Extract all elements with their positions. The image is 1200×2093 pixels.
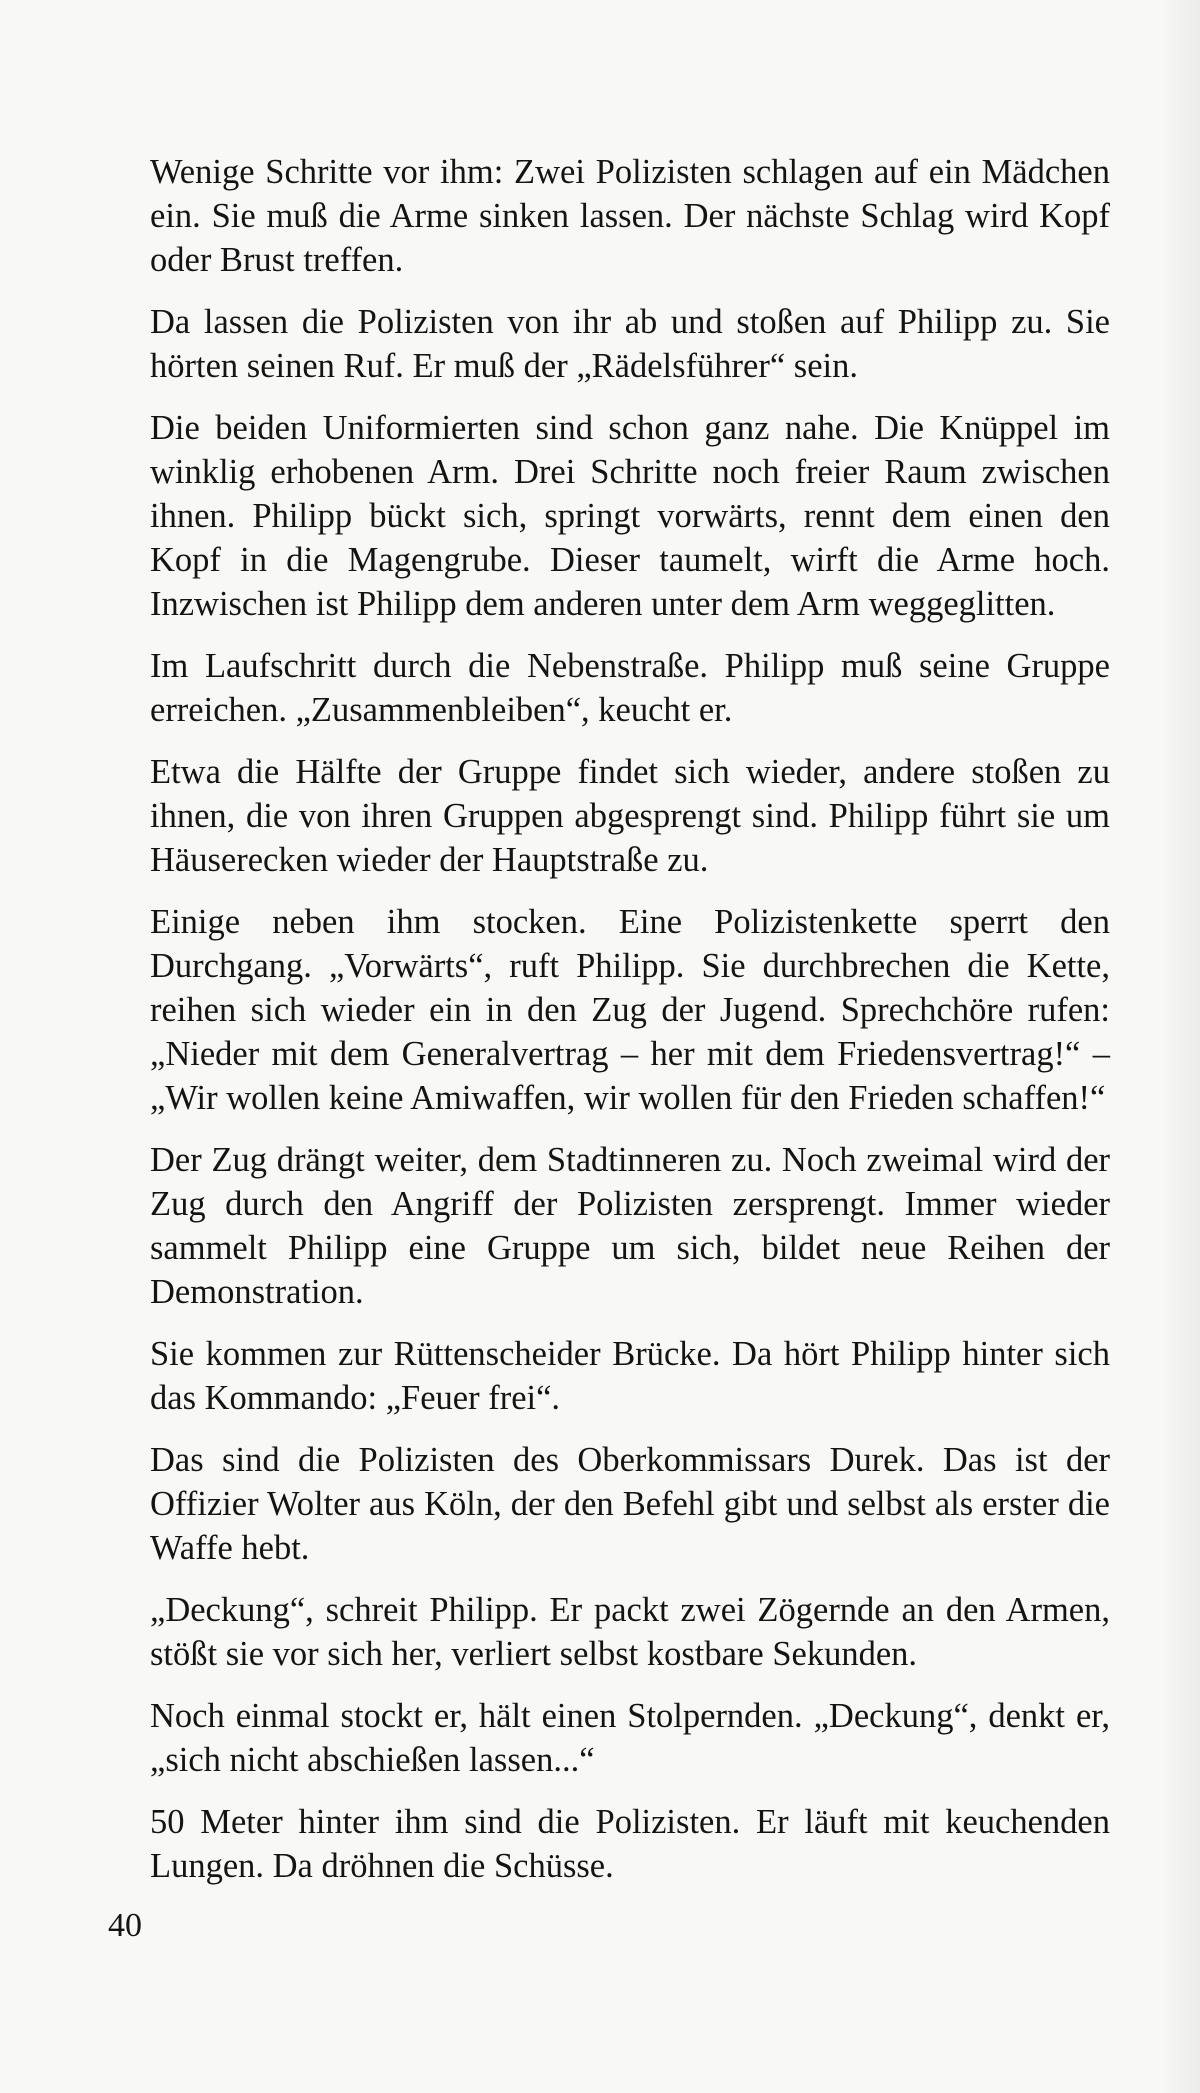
paragraph-6: Einige neben ihm stocken. Eine Polizistenkette sperrt den Durchgang. „Vorwärts“, ruft Philipp. Sie durchbrechen die Kette, reihen sich wieder ein in den Zug der Jugend. Sprechchöre rufen: „Nieder mit dem Generalvertrag – her mit dem Friedensvertrag!“ – „Wir wollen keine Amiwaffen, wir wollen für den Frieden schaffen!“ bbox=[150, 903, 1110, 1117]
paragraph-12: 50 Meter hinter ihm sind die Polizisten. Er läuft mit keuchenden Lungen. Da dröhnen die Schüsse. bbox=[150, 1803, 1110, 1885]
page-number: 40 bbox=[108, 1907, 142, 1944]
paragraph-1: Wenige Schritte vor ihm: Zwei Polizisten schlagen auf ein Mädchen ein. Sie muß die Arme sinken lassen. Der nächste Schlag wird Kopf oder Brust treffen. bbox=[150, 153, 1110, 279]
paragraph-5: Etwa die Hälfte der Gruppe findet sich wieder, andere stoßen zu ihnen, die von ihren Gruppen abgesprengt sind. Philipp führt sie um Häuserecken wieder der Hauptstraße zu. bbox=[150, 753, 1110, 879]
paragraph-2: Da lassen die Polizisten von ihr ab und stoßen auf Philipp zu. Sie hörten seinen Ruf. Er muß der „Rädelsführer“ sein. bbox=[150, 303, 1110, 385]
paragraph-10: „Deckung“, schreit Philipp. Er packt zwei Zögernde an den Armen, stößt sie vor sich her, verliert selbst kostbare Sekunden. bbox=[150, 1591, 1110, 1673]
paragraph-8: Sie kommen zur Rüttenscheider Brücke. Da hört Philipp hinter sich das Kommando: „Feuer frei“. bbox=[150, 1335, 1110, 1417]
paragraph-3: Die beiden Uniformierten sind schon ganz nahe. Die Knüppel im winklig erhobenen Arm. Drei Schritte noch freier Raum zwischen ihnen. Philipp bückt sich, springt vorwärts, rennt dem einen den Kopf in die Magengrube. Dieser taumelt, wirft die Arme hoch. Inzwischen ist Philipp dem anderen unter dem Arm weggeglitten. bbox=[150, 409, 1110, 623]
paragraph-7: Der Zug drängt weiter, dem Stadtinneren zu. Noch zweimal wird der Zug durch den Angriff der Polizisten zersprengt. Immer wieder sammelt Philipp eine Gruppe um sich, bildet neue Reihen der Demonstration. bbox=[150, 1141, 1110, 1311]
paragraph-4: Im Laufschritt durch die Nebenstraße. Philipp muß seine Gruppe erreichen. „Zusammenbleiben“, keucht er. bbox=[150, 647, 1110, 729]
body-text bbox=[150, 150, 1110, 1906]
page-edge-shadow bbox=[1160, 0, 1200, 2093]
paragraph-11: Noch einmal stockt er, hält einen Stolpernden. „Deckung“, denkt er, „sich nicht abschießen lassen...“ bbox=[150, 1697, 1110, 1779]
paragraph-9: Das sind die Polizisten des Oberkommissars Durek. Das ist der Offizier Wolter aus Köln, der den Befehl gibt und selbst als erster die Waffe hebt. bbox=[150, 1441, 1110, 1567]
